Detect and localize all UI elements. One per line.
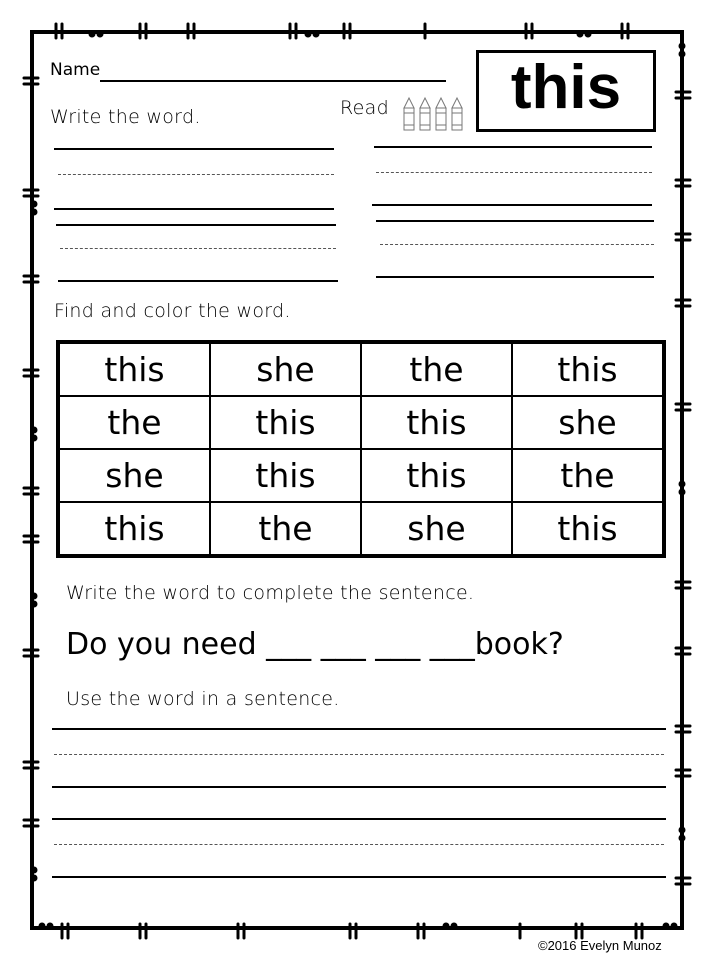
grid-cell[interactable]: this [512, 343, 663, 396]
grid-cell[interactable]: this [59, 343, 210, 396]
grid-cell[interactable]: the [210, 502, 361, 555]
write-word-instruction: Write the word. [50, 106, 201, 128]
complete-sentence-instruction: Write the word to complete the sentence. [66, 582, 475, 604]
read-line[interactable] [372, 204, 652, 206]
grid-cell[interactable]: the [59, 396, 210, 449]
find-color-instruction: Find and color the word. [54, 300, 291, 322]
grid-cell[interactable]: this [59, 502, 210, 555]
read-line[interactable] [376, 220, 654, 222]
grid-cell[interactable]: this [361, 449, 512, 502]
fill-in-sentence[interactable]: Do you need ___ ___ ___ ___book? [66, 627, 564, 662]
grid-cell[interactable]: this [361, 396, 512, 449]
crayons-icon [402, 96, 468, 132]
grid-cell[interactable]: this [210, 396, 361, 449]
sentence-line[interactable] [52, 876, 666, 878]
write-midline [60, 248, 336, 249]
crayon-icon [452, 98, 462, 130]
name-label: Name [50, 60, 101, 80]
write-line[interactable] [54, 148, 334, 150]
sentence-midline [54, 844, 664, 845]
sentence-line[interactable] [52, 818, 666, 820]
grid-cell[interactable]: the [361, 343, 512, 396]
grid-cell[interactable]: this [512, 502, 663, 555]
read-label: Read [340, 97, 389, 119]
write-line[interactable] [58, 280, 338, 282]
crayon-icon [420, 98, 430, 130]
sight-word-box [476, 50, 656, 132]
grid-cell[interactable]: she [210, 343, 361, 396]
read-line[interactable] [374, 146, 652, 148]
sight-word: this [510, 53, 622, 122]
write-line[interactable] [56, 224, 336, 226]
grid-cell[interactable]: this [210, 449, 361, 502]
grid-cell[interactable]: the [512, 449, 663, 502]
use-sentence-instruction: Use the word in a sentence. [66, 688, 340, 710]
copyright-text: ©2016 Evelyn Munoz [538, 938, 662, 953]
read-midline [380, 244, 654, 245]
word-search-grid [56, 340, 666, 558]
crayon-icon [404, 98, 414, 130]
sentence-line[interactable] [52, 786, 666, 788]
grid-cell[interactable]: she [512, 396, 663, 449]
read-line[interactable] [376, 276, 654, 278]
sentence-midline [54, 754, 664, 755]
sentence-line[interactable] [52, 728, 666, 730]
write-midline [58, 174, 334, 175]
grid-cell[interactable]: she [361, 502, 512, 555]
name-line[interactable] [100, 80, 446, 82]
crayon-icon [436, 98, 446, 130]
grid-cell[interactable]: she [59, 449, 210, 502]
write-line[interactable] [54, 208, 334, 210]
read-midline [376, 172, 652, 173]
